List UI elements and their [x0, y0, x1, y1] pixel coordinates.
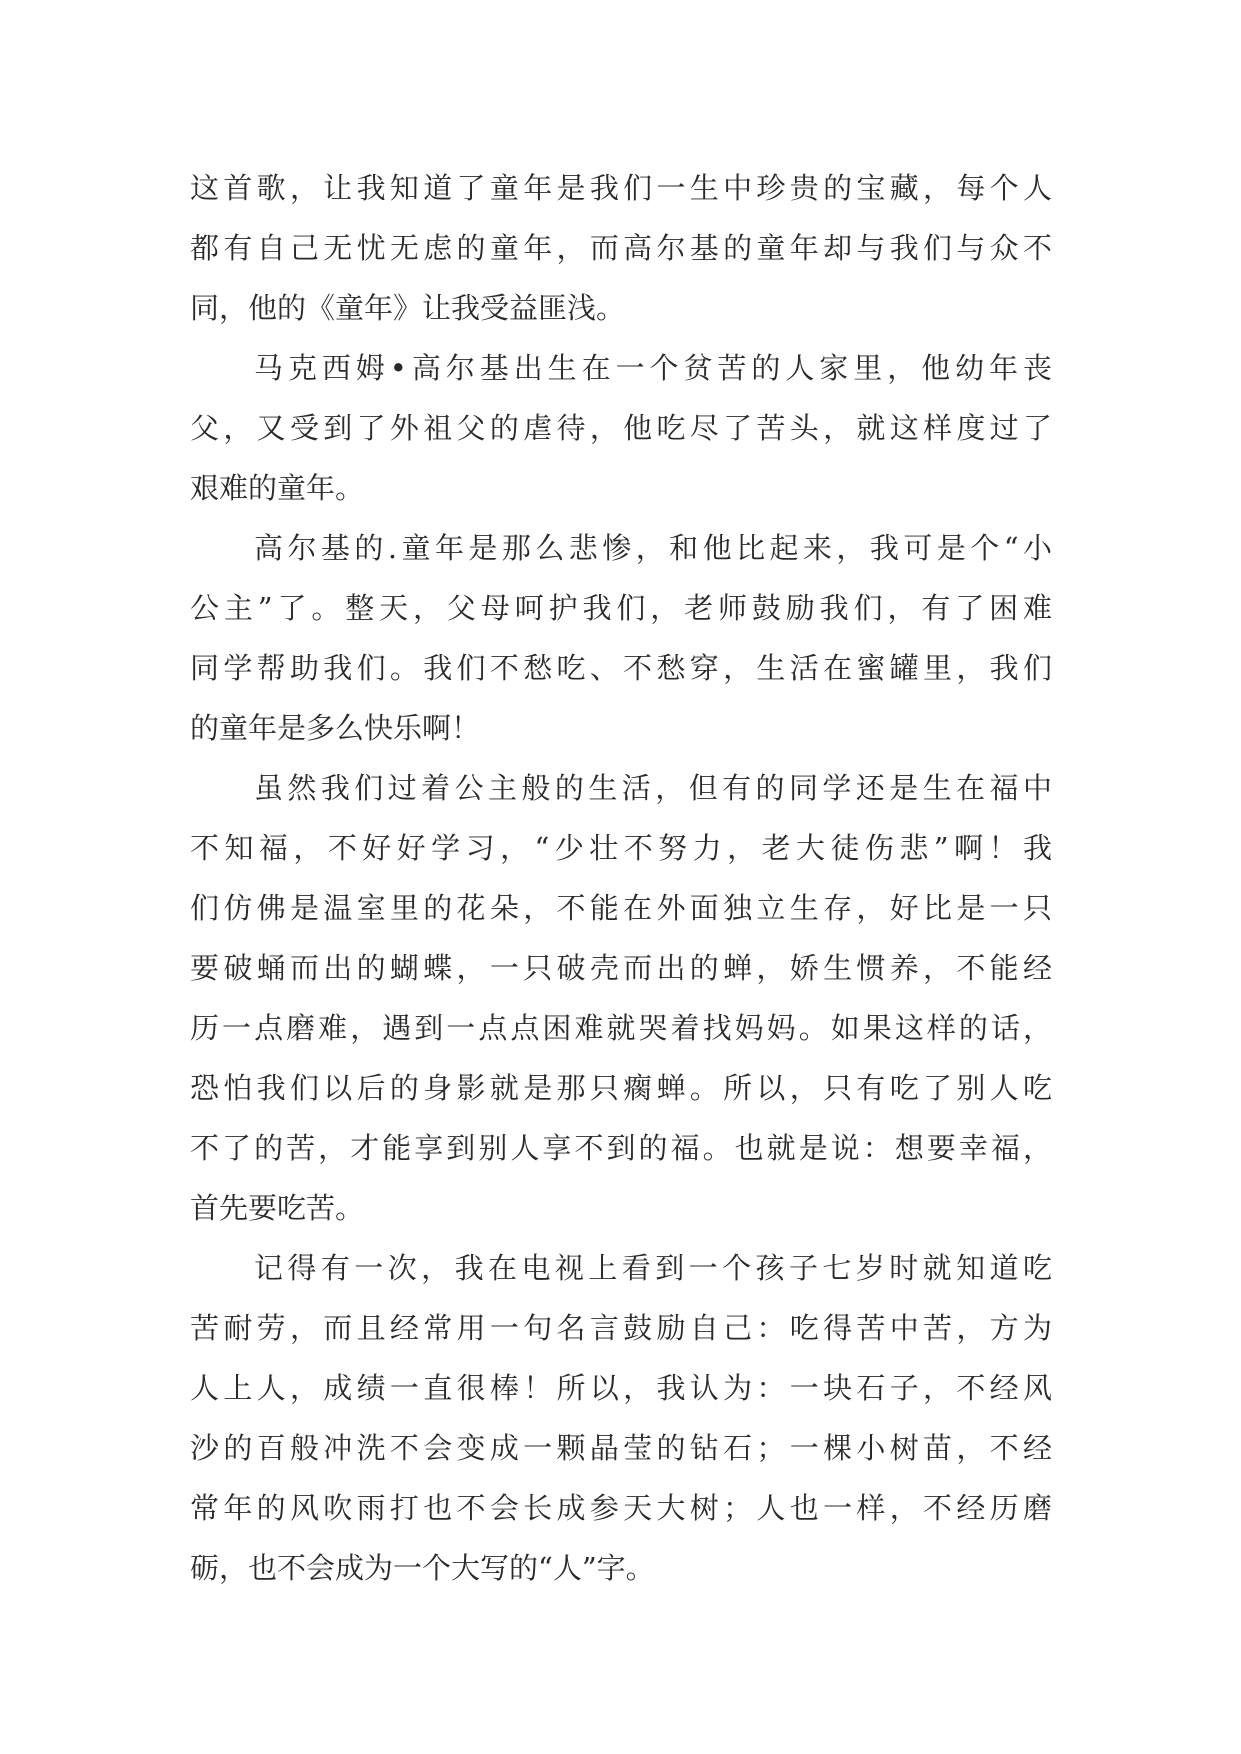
text-line: 记得有一次，我在电视上看到一个孩子七岁时就知道吃: [254, 1251, 1052, 1285]
text-line: 不了的苦，才能享到别人享不到的福。也就是说：想要幸福，: [190, 1131, 1052, 1165]
paragraph-2: [190, 338, 1052, 518]
text-line: 首先要吃苦。: [190, 1191, 365, 1225]
text-line: 恐怕我们以后的身影就是那只瘸蝉。所以，只有吃了别人吃: [190, 1071, 1052, 1105]
paragraph-5: [190, 1238, 1052, 1598]
text-line: 历一点磨难，遇到一点点困难就哭着找妈妈。如果这样的话，: [190, 1011, 1052, 1045]
text-line: 都有自己无忧无虑的童年，而高尔基的童年却与我们与众不: [190, 231, 1052, 265]
text-line: 苦耐劳，而且经常用一句名言鼓励自己：吃得苦中苦，方为: [190, 1311, 1052, 1345]
text-line: 马克西姆•高尔基出生在一个贫苦的人家里，他幼年丧: [254, 351, 1052, 385]
paragraph-1: [190, 158, 1052, 338]
text-line: 人上人，成绩一直很棒！所以，我认为：一块石子，不经风: [190, 1371, 1052, 1405]
text-line: 公主”了。整天，父母呵护我们，老师鼓励我们，有了困难: [190, 591, 1052, 625]
text-line: 沙的百般冲洗不会变成一颗晶莹的钻石；一棵小树苗，不经: [190, 1431, 1052, 1465]
text-line: 高尔基的.童年是那么悲惨，和他比起来，我可是个“小: [254, 531, 1052, 565]
text-line: 砺，也不会成为一个大写的“人”字。: [190, 1551, 655, 1585]
text-line: 常年的风吹雨打也不会长成参天大树；人也一样，不经历磨: [190, 1491, 1052, 1525]
text-line: 这首歌，让我知道了童年是我们一生中珍贵的宝藏，每个人: [190, 171, 1052, 205]
document-body: [190, 158, 1052, 1598]
text-line: 虽然我们过着公主般的生活，但有的同学还是生在福中: [254, 771, 1052, 805]
text-line: 不知福，不好好学习，“少壮不努力，老大徒伤悲”啊！我: [190, 831, 1052, 865]
text-line: 同，他的《童年》让我受益匪浅。: [190, 291, 626, 325]
paragraph-3: [190, 518, 1052, 758]
text-line: 艰难的童年。: [190, 471, 365, 505]
text-line: 父，又受到了外祖父的虐待，他吃尽了苦头，就这样度过了: [190, 411, 1052, 445]
text-line: 的童年是多么快乐啊！: [190, 711, 481, 745]
text-line: 同学帮助我们。我们不愁吃、不愁穿，生活在蜜罐里，我们: [190, 651, 1052, 685]
paragraph-4: [190, 758, 1052, 1238]
text-line: 要破蛹而出的蝴蝶，一只破壳而出的蝉，娇生惯养，不能经: [190, 951, 1052, 985]
text-line: 们仿佛是温室里的花朵，不能在外面独立生存，好比是一只: [190, 891, 1052, 925]
